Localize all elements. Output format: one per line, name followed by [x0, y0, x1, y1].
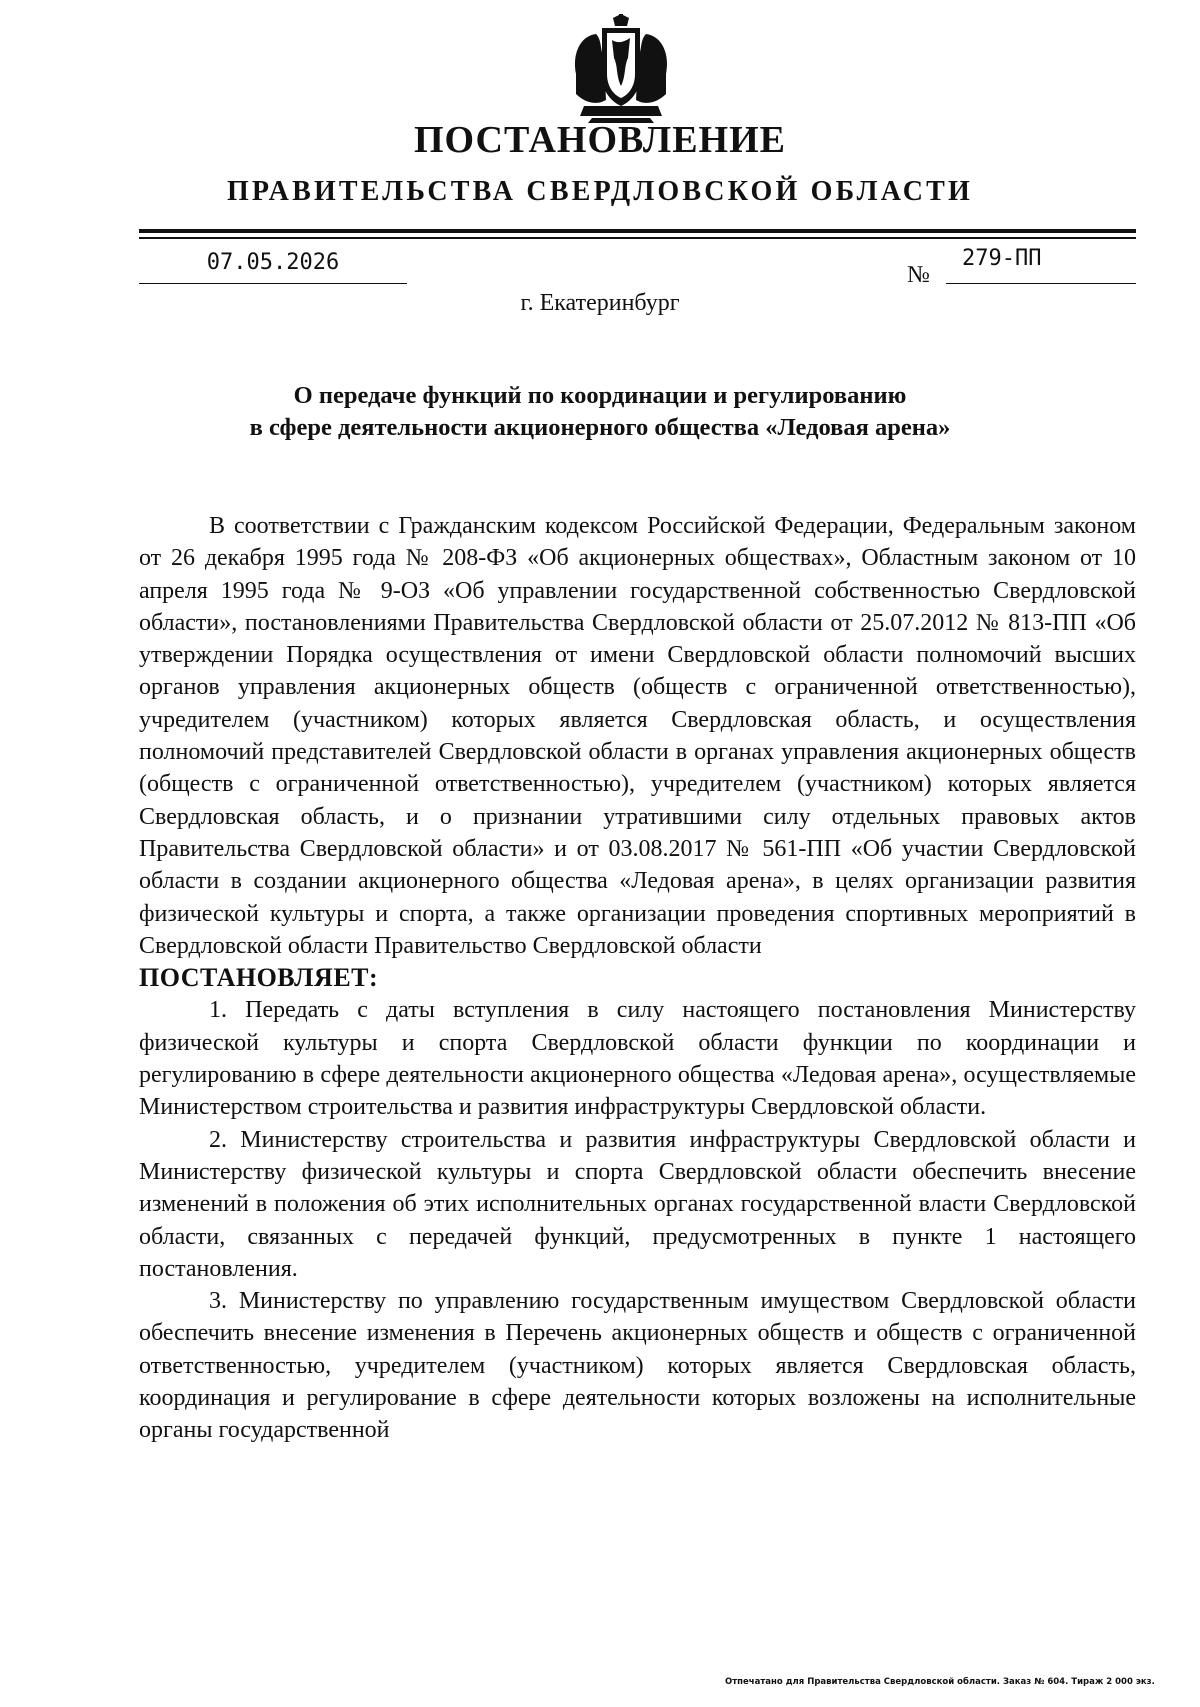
print-footer-note: Отпечатано для Правительства Свердловской области. Заказ № 604. Тираж 2 000 экз.	[725, 1677, 1155, 1687]
decree-item-2: 2. Министерству строительства и развития инфраструктуры Свердловской области и Министерству физической культуры и спорта Свердловской области обеспечить внесение изменений в положения об этих исполнительных органах государственной власти Свердловской области, связанных с передачей функций, предусмотренных в пункте 1 настоящего постановления.	[139, 1126, 1136, 1282]
document-date: 07.05.2026	[139, 248, 407, 284]
decree-word: ПОСТАНОВЛЯЕТ:	[139, 963, 379, 993]
issuing-city: г. Екатеринбург	[520, 290, 680, 316]
title-line-2: в сфере деятельности акционерного общества «Ледовая арена»	[249, 414, 951, 441]
issuing-authority: ПРАВИТЕЛЬСТВА СВЕРДЛОВСКОЙ ОБЛАСТИ	[226, 176, 974, 207]
document-number: 279-ПП	[946, 244, 1136, 284]
coat-of-arms-emblem	[566, 14, 676, 124]
number-label: №	[907, 262, 930, 288]
preamble-paragraph: В соответствии с Гражданским кодексом Российской Федерации, Федеральным законом от 26 декабря 1995 года № 208-ФЗ «Об акционерных обществах», Областным законом от 10 апреля 1995 года № 9-ОЗ «Об управлении государственной собственностью Свердловской области», постановлениями Правительства Свердловской области от 25.07.2012 № 813-ПП «Об утверждении Порядка осуществления от имени Свердловской области полномочий высших органов управления акционерных обществ (обществ с ограниченной ответственностью), учредителем (участником) которых является Свердловская область, и осуществления полномочий представителей Свердловской области в органах управления акционерных обществ (обществ с ограниченной ответственностью), учредителем (участником) которых является Свердловская область, и о признании утратившими силу отдельных правовых актов Правительства Свердловской области» и от 03.08.2017 № 561-ПП «Об участии Свердловской области в создании акционерного общества «Ледовая арена», в целях организации развития физической культуры и спорта, а также организации проведения спортивных мероприятий в Свердловской области Правительство Свердловской области	[139, 513, 1136, 959]
decree-item-1: 1. Передать с даты вступления в силу настоящего постановления Министерству физической культуры и спорта Свердловской области функции по координации и регулированию в сфере деятельности акционерного общества «Ледовая арена», осуществляемые Министерством строительства и развития инфраструктуры Свердловской области.	[139, 997, 1136, 1121]
document-title	[0, 380, 1200, 444]
document-body	[139, 510, 1136, 1447]
header-divider-thick	[139, 229, 1136, 233]
title-line-1: О передаче функций по координации и регулированию	[293, 382, 907, 409]
document-type-heading: ПОСТАНОВЛЕНИЕ	[413, 119, 787, 161]
decree-item-3: 3. Министерству по управлению государственным имуществом Свердловской области обеспечить внесение изменения в Перечень акционерных обществ и обществ с ограниченной ответственностью, учредителем (участником) которых является Свердловская область, координация и регулирование в сфере деятельности которых возложены на исполнительные органы государственной	[139, 1288, 1136, 1444]
header-divider-thin	[139, 237, 1136, 239]
